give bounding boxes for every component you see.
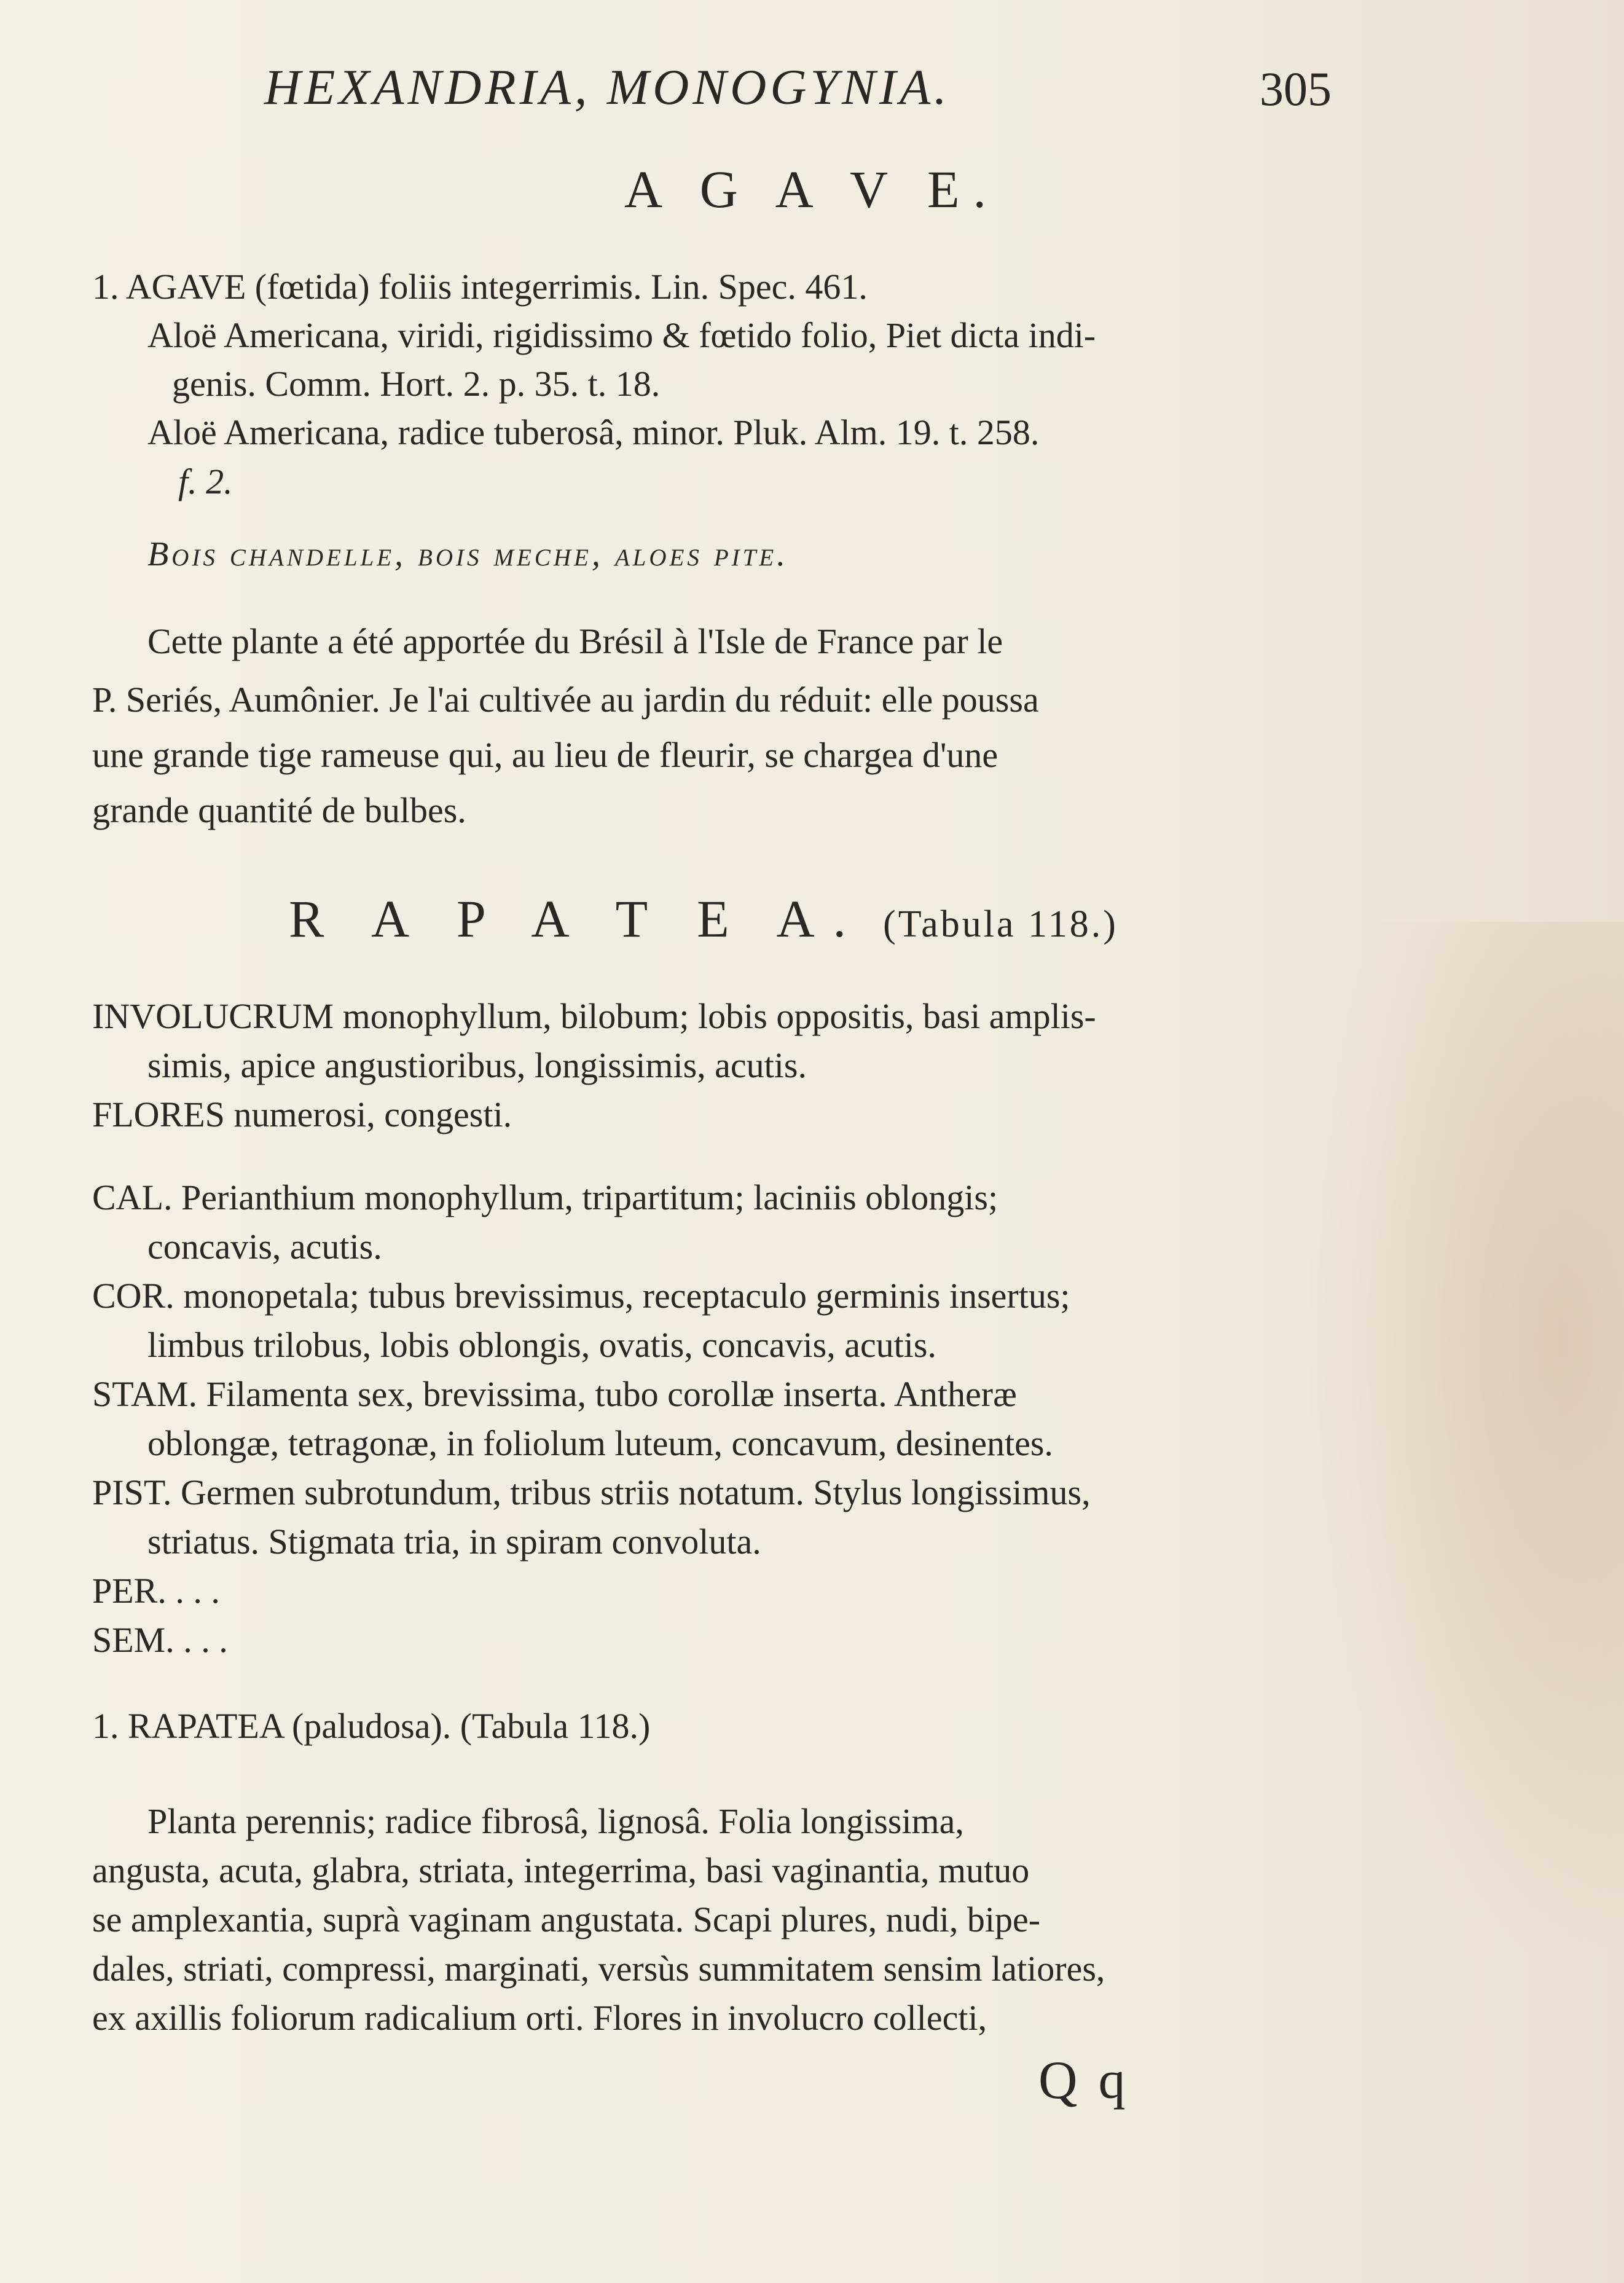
agave-vernacular-names: Bois chandelle, bois meche, aloes pite. [147,535,789,573]
description-line-5: ex axillis foliorum radicalium orti. Flores in involucro collecti, [92,1998,987,2038]
rapatea-species-heading: 1. RAPATEA (paludosa). (Tabula 118.) [92,1706,651,1746]
description-line-4: dales, striati, compressi, marginati, versùs summitatem sensim latiores, [92,1949,1105,1989]
agave-note-line-3: une grande tige rameuse qui, au lieu de fleurir, se chargea d'une [92,735,998,775]
pist-line-2: striatus. Stigmata tria, in spiram convoluta. [147,1522,761,1562]
agave-species-line-2: Aloë Americana, viridi, rigidissimo & fœtido folio, Piet dicta indi- [147,315,1096,355]
running-head: HEXANDRIA, MONOGYNIA. [264,59,951,115]
agave-note-line-4: grande quantité de bulbes. [92,790,466,830]
stam-line-2: oblongæ, tetragonæ, in foliolum luteum, concavum, desinentes. [147,1423,1053,1463]
pist-line-1: PIST. Germen subrotundum, tribus striis notatum. Stylus longissimus, [92,1472,1091,1512]
agave-species-line-1: 1. AGAVE (fœtida) foliis integerrimis. Lin. Spec. 461. [92,267,868,307]
stam-line-1: STAM. Filamenta sex, brevissima, tubo corollæ inserta. Antheræ [92,1374,1017,1414]
involucrum-line-1: INVOLUCRUM monophyllum, bilobum; lobis oppositis, basi amplis- [92,996,1096,1036]
description-line-3: se amplexantia, suprà vaginam angustata. Scapi plures, nudi, bipe- [92,1900,1041,1939]
page-stain [1304,922,1624,1967]
cor-line-1: COR. monopetala; tubus brevissimus, receptaculo germinis insertus; [92,1276,1070,1316]
description-line-1: Planta perennis; radice fibrosâ, lignosâ. Folia longissima, [147,1801,964,1841]
page-number: 305 [1260,62,1332,116]
rapatea-plate-ref: (Tabula 118.) [883,903,1118,945]
sem-line: SEM. . . . [92,1620,228,1660]
cor-line-2: limbus trilobus, lobis oblongis, ovatis, concavis, acutis. [147,1325,936,1365]
per-line: PER. . . . [92,1571,220,1611]
agave-note-line-1: Cette plante a été apportée du Brésil à l'Isle de France par le [147,621,1003,661]
rapatea-title-text: R A P A T E A. [289,889,865,948]
involucrum-line-2: simis, apice angustioribus, longissimis, acutis. [147,1045,807,1085]
flores-line: FLORES numerosi, congesti. [92,1094,512,1134]
signature-mark: Q q [1038,2051,1129,2110]
agave-species-line-5: f. 2. [178,462,233,501]
agave-species-line-4: Aloë Americana, radice tuberosâ, minor. Pluk. Alm. 19. t. 258. [147,412,1040,452]
rapatea-genus-title [289,888,1118,949]
cal-line-2: concavis, acutis. [147,1227,382,1267]
agave-species-line-3: genis. Comm. Hort. 2. p. 35. t. 18. [172,364,661,404]
description-line-2: angusta, acuta, glabra, striata, integerrima, basi vaginantia, mutuo [92,1850,1030,1890]
agave-genus-title: A G A V E. [624,160,1000,219]
cal-line-1: CAL. Perianthium monophyllum, tripartitum; laciniis oblongis; [92,1177,998,1217]
agave-note-line-2: P. Seriés, Aumônier. Je l'ai cultivée au jardin du réduit: elle poussa [92,680,1039,720]
